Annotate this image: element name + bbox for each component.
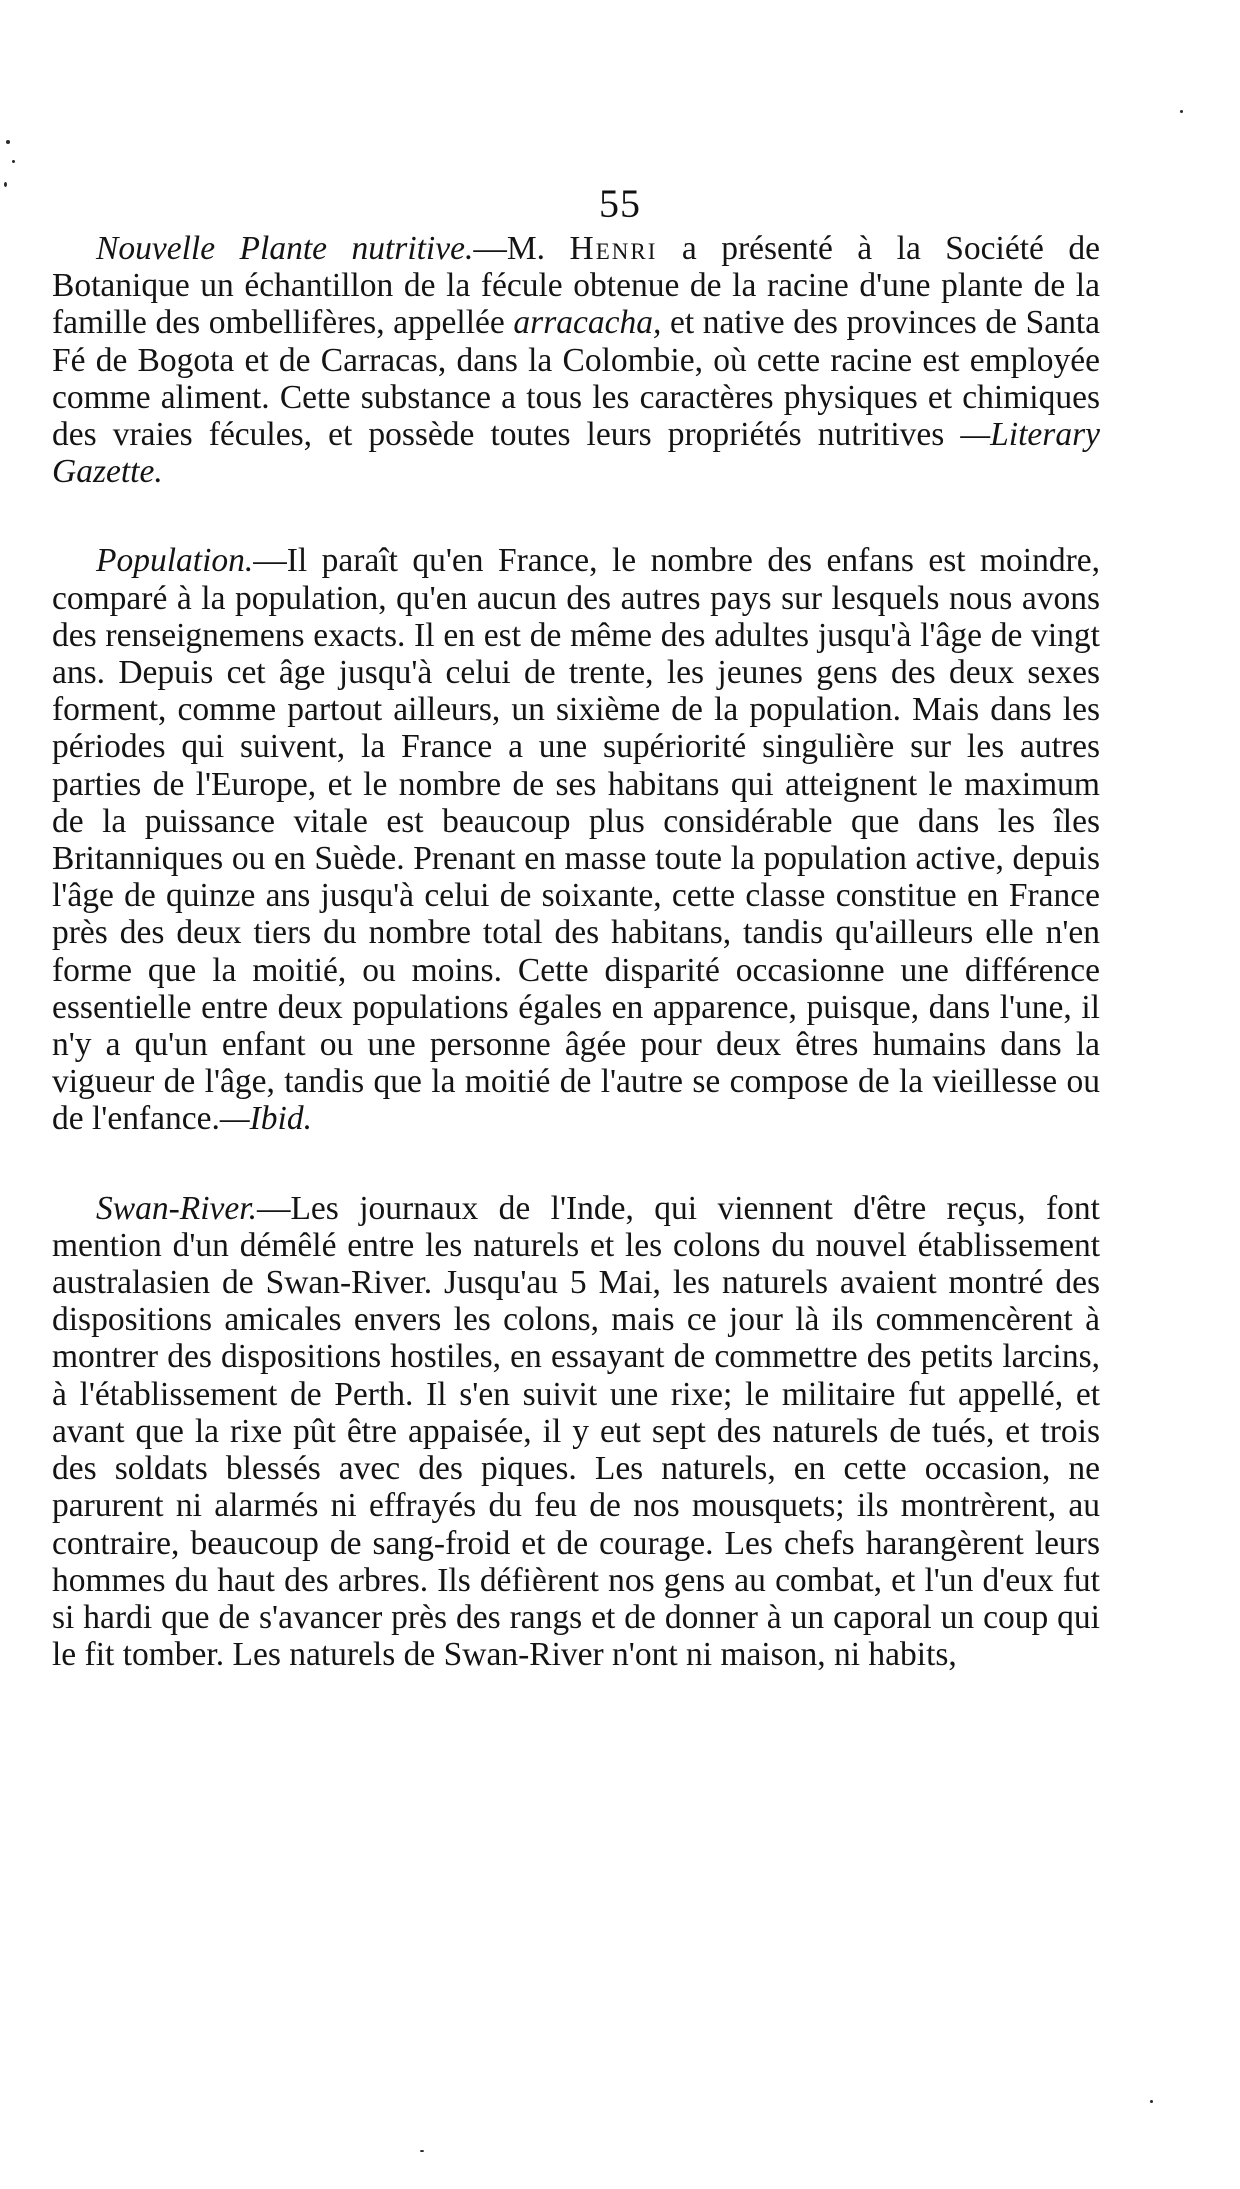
plant-name: arracacha, <box>513 304 662 342</box>
article-swan-river <box>52 1190 1100 1674</box>
article-heading: Nouvelle Plante nutritive. <box>96 230 474 267</box>
ink-speck <box>420 2150 424 2152</box>
ink-speck <box>12 160 15 163</box>
page-number: 55 <box>599 181 641 226</box>
article-heading: Population. <box>96 542 254 580</box>
dash: —M. <box>473 230 570 267</box>
text-column <box>52 230 1100 1673</box>
article-heading: Swan-River. <box>96 1189 257 1227</box>
person-name: Henri <box>569 230 658 267</box>
ink-speck <box>1150 2100 1153 2103</box>
article-text: —Les journaux de l'Inde, qui viennent d'être reçus, font mention d'un démêlé entre les naturels et les colons du nouvel établissement australasien de Swan-River. Jusqu'au 5 Mai, les naturels avaient montré des dispositions amicales envers les colons, mais ce jour là ils commencèrent à montrer des dispositions hostiles, en essayant de commettre des petits larcins, à l'établissement de Perth. Il s'en suivit une rixe; le militaire fut appellé, et avant que la rixe pût être appaisée, il y eut sept des naturels de tués, et trois des soldats blessés avec des piques. Les naturels, en cette occasion, ne parurent ni alarmés ni effrayés du feu de nos mousquets; ils montrèrent, au contraire, beaucoup de sang-froid et de courage. Les chefs harangèrent leurs hommes du haut des arbres. Ils défièrent nos gens au combat, et l'un d'eux fut si hardi que de s'avancer près des rangs et de donner à un caporal un coup qui le fit tomber. Les naturels de Swan-River n'ont ni maison, ni habits, <box>52 1189 1100 1674</box>
source-citation: —Literary Gazette. <box>52 416 1100 491</box>
ink-speck <box>1180 110 1183 113</box>
article-population <box>52 542 1100 1137</box>
article-plante-nutritive <box>52 230 1100 490</box>
article-text: —Il paraît qu'en France, le nombre des enfans est moindre, comparé à la population, qu'en aucun des autres pays sur lesquels nous avons des renseignemens exacts. Il en est de même des adultes jusqu'à l'âge de vingt ans. Depuis cet âge jusqu'à celui de trente, les jeunes gens des deux sexes forment, comme partout ailleurs, un sixième de la population. Mais dans les périodes qui suivent, la France a une supériorité singulière sur les autres parties de l'Europe, et le nombre de ses habitans qui atteignent le maximum de la puissance vitale est beaucoup plus considérable que dans les îles Britanniques ou en Suède. Prenant en masse toute la population active, depuis l'âge de quinze ans jusqu'à celui de soixante, cette classe constitue en France près des deux tiers du nombre total des habitans, tandis qu'ailleurs elle n'en forme que la moitié, ou moins. Cette disparité occasionne une différence essentielle entre deux populations égales en apparence, puisque, dans l'une, il n'y a qu'un enfant ou une personne âgée pour deux êtres humains dans la vigueur de l'âge, tandis que la moitié de l'autre se compose de la vieillesse ou de l'enfance. <box>52 542 1100 1138</box>
ink-speck <box>6 140 10 144</box>
article-text: a présenté à la Société de Botanique un échantillon de la fécule obtenue de la racine d'une plante de la famille des ombellifères, appellée <box>52 230 1100 342</box>
article-text: et native des provinces de Santa Fé de Bogota et de Carracas, dans la Colombie, où cette racine est employée comme aliment. Cette substance a tous les caractères physiques et chimiques des vraies fécules, et possède toutes leurs propriétés nutritives <box>52 304 1101 454</box>
source-citation: —Ibid. <box>219 1100 312 1138</box>
